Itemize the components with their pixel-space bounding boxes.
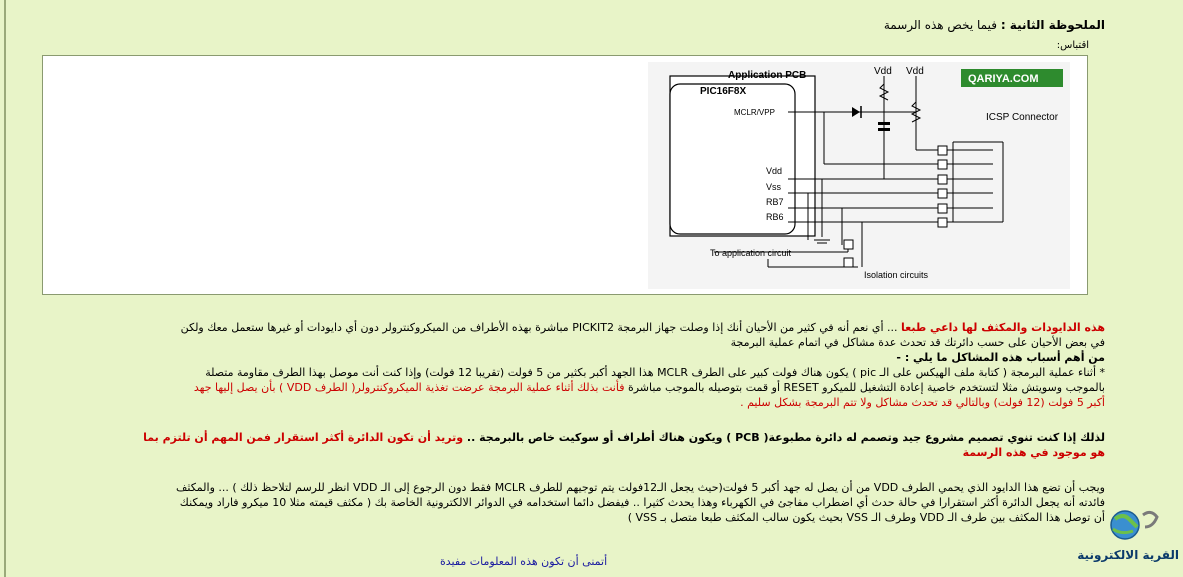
pin-mclr: MCLR/VPP — [734, 108, 775, 117]
quote-label: اقتباس: — [1056, 40, 1089, 51]
p1-highlight: هذه الدايودات والمكثف لها داعي طبعا — [900, 321, 1105, 334]
paragraph-2 — [30, 350, 1105, 410]
quote-box — [42, 55, 1088, 295]
p4-line3: أن توصل هذا المكثف بين طرف الـ VDD وطرف الـ VSS بحيث يكون سالب المكثف طبعا متصل بـ VSS ) — [627, 511, 1105, 524]
post-title — [884, 18, 1105, 32]
paragraph-1 — [30, 320, 1105, 350]
p3-red: وتريد أن تكون الدائرة أكثر استقرار فمن المهم أن تلتزم بما — [143, 431, 467, 444]
p2-line1: * أثناء عملية البرمجة ( كتابة ملف الهيكس على الـ pic ) يكون هناك فولت كبير على الطرف MCLR هذا الجهد أكبر بكثير من 5 فولت (تقريبا 12 فولت) وإذا كنت أنت موصل بهذا الطرف مقاومة متصلة — [205, 366, 1105, 379]
p1-line1: ... أي نعم أنه في كثير من الأحيان أنك إذا وصلت جهاز البرمجة PICKIT2 مباشرة بهذه الأطراف من الميكروكنترولر دون أي دايودات أو غيرها ستعمل معك ولكن — [180, 321, 901, 334]
icsp-schematic — [648, 62, 1070, 289]
site-logo-text: القرية الالكترونية — [1077, 548, 1179, 562]
site-logo-icon — [1097, 505, 1183, 575]
isolation-label: Isolation circuits — [864, 270, 929, 280]
p1-line2: في بعض الأحيان على حسب دائرتك قد تحدث عدة مشاكل في اتمام عملية البرمجة — [730, 336, 1105, 349]
p2-heading: من أهم أسباب هذه المشاكل ما يلي : - — [896, 351, 1105, 364]
p2-line2-red: فأنت بذلك أثناء عملية البرمجة عرضت تغذية الميكروكنترولر( الطرف VDD ) بأن يصل إليها جهد — [193, 381, 628, 394]
p3-line2: هو موجود في هذه الرسمة — [962, 446, 1105, 459]
p2-line2-black: بالموجب وسويتش مثلا لتستخدم خاصية إعادة التشغيل للميكرو RESET أو قمت بتوصيله بالموجب مباشرة — [627, 381, 1105, 394]
p4-line1: ويجب أن تضع هذا الدايود الذي يحمي الطرف VDD من أن يصل له جهد أكبر 5 فولت(حيث يجعل الـ12فولت يتم توجيهم للطرف MCLR فقط دون الرجوع إلى الـ VDD انظر للرسم لتلاحظ ذلك ) ... والمكثف — [176, 481, 1105, 494]
app-circuit-label: To application circuit — [710, 248, 792, 258]
chip-name: PIC16F8X — [700, 86, 747, 97]
icsp-label: ICSP Connector — [986, 112, 1059, 123]
pin-rb7: RB7 — [766, 197, 784, 207]
closing-line: أتمنى أن تكون هذه المعلومات مفيدة — [440, 555, 608, 568]
post-title-bold: الملحوظة الثانية : — [1000, 18, 1105, 32]
pin-rb6: RB6 — [766, 212, 784, 222]
watermark-text: QARIYA.COM — [968, 73, 1039, 85]
paragraph-3 — [30, 430, 1105, 460]
vdd-label-2: Vdd — [906, 66, 924, 77]
forum-post — [10, 0, 1105, 577]
vdd-label-1: Vdd — [874, 66, 892, 77]
pin-vss: Vss — [766, 182, 782, 192]
paragraph-4 — [30, 480, 1105, 525]
post-title-rest: فيما يخص هذه الرسمة — [883, 18, 997, 32]
p3-black: لذلك إذا كنت تنوي تصميم مشروع جيد وتصمم له دائرة مطبوعة( PCB ) ويكون هناك أطراف أو سوكيت خاص بالبرمجة .. — [466, 431, 1105, 444]
page-border — [4, 0, 6, 577]
p4-line2: فائدته أنه يجعل الدائرة أكثر استقرارا في حالة حدث أي اضطراب مفاجئ في الكهرباء وهذا يحدث كثيرا .. فيفضل دائما استخدامه في الدوائر الالكترونية الخاصة بك ( مكثف قيمته مثلا 10 ميكرو فاراد ويمكنك — [179, 496, 1105, 509]
p2-line3: أكبر 5 فولت (12 فولت) وبالتالي قد تحدث مشاكل ولا تتم البرمجة بشكل سليم . — [740, 396, 1105, 409]
pin-vdd: Vdd — [766, 166, 783, 176]
pcb-title: Application PCB — [728, 70, 807, 81]
